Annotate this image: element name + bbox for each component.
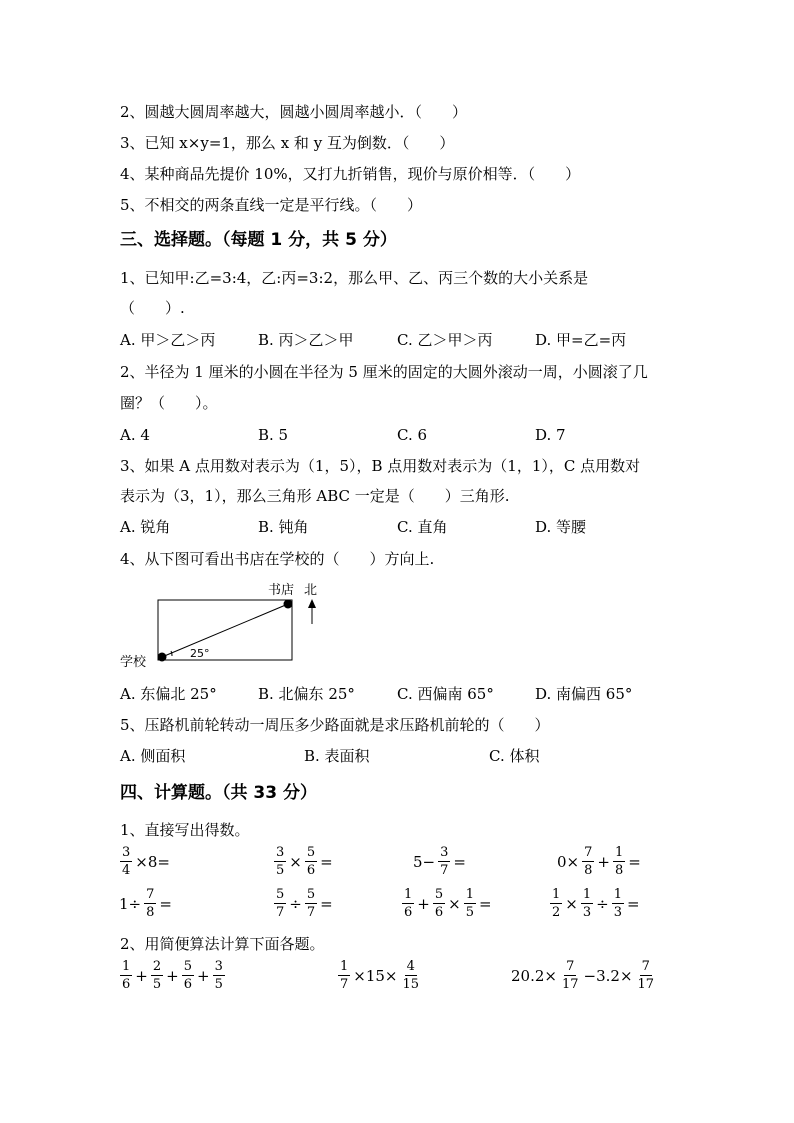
q4-option-d: D. 南偏西 65° <box>535 685 633 703</box>
q2-option-c: C. 6 <box>397 426 428 444</box>
q3-option-c: C. 直角 <box>397 518 448 536</box>
calc-1-3: 5− $\frac{3}{7}$ = <box>413 845 466 878</box>
calc-sub-1: 1、直接写出得数。 <box>120 821 250 839</box>
q2-option-d: D. 7 <box>535 426 566 444</box>
simple-calc-2: $\frac{1}{7}$ ×15× $\frac{4}{15}$ <box>340 959 420 992</box>
section-4-title: 四、计算题。（共 33 分） <box>120 783 317 803</box>
school-bookstore-line <box>162 604 288 657</box>
q5-option-c: C. 体积 <box>489 747 540 765</box>
bookstore-label: 书店 <box>268 583 295 598</box>
q5-option-a: A. 侧面积 <box>120 747 186 765</box>
north-label: 北 <box>304 583 318 598</box>
q5-text: 5、压路机前轮转动一周压多少路面就是求压路机前轮的（ ） <box>120 716 550 734</box>
calc-2-2: $\frac{5}{7}$ ÷ $\frac{5}{7}$ = <box>276 887 333 920</box>
bookstore-point <box>284 600 293 609</box>
q3-option-b: B. 钝角 <box>258 518 309 536</box>
q3-text-cont: 表示为（3，1），那么三角形 ABC 一定是（ ）三角形. <box>120 487 510 505</box>
judge-item-5: 5、不相交的两条直线一定是平行线。（ ） <box>120 196 423 214</box>
north-arrow-icon <box>308 599 316 608</box>
section-3-title: 三、选择题。（每题 1 分，共 5 分） <box>120 230 397 250</box>
calc-2-3: $\frac{1}{6}$ + $\frac{5}{6}$ × $\frac{1}{5}$ = <box>404 887 492 920</box>
q4-option-c: C. 西偏南 65° <box>397 685 494 703</box>
angle-label: 25° <box>190 647 210 660</box>
q3-text: 3、如果 A 点用数对表示为（1，5），B 点用数对表示为（1，1），C 点用数对 <box>120 457 641 475</box>
calc-1-4: 0× $\frac{7}{8}$ + $\frac{1}{8}$ = <box>557 845 641 878</box>
calc-sub-2: 2、用简便算法计算下面各题。 <box>120 935 325 953</box>
judge-item-3: 3、已知 x×y=1，那么 x 和 y 互为倒数．（ ） <box>120 134 455 152</box>
q4-option-a: A. 东偏北 25° <box>120 685 217 703</box>
judge-item-2: 2、圆越大圆周率越大，圆越小圆周率越小．（ ） <box>120 103 468 121</box>
school-label: 学校 <box>120 655 147 670</box>
q3-option-a: A. 锐角 <box>120 518 171 536</box>
q1-option-b: B. 丙＞乙＞甲 <box>258 331 354 349</box>
calc-2-1: 1÷ $\frac{7}{8}$ = <box>119 887 172 920</box>
simple-calc-3: 20.2× $\frac{7}{17}$ −3.2× $\frac{7}{17}$ <box>511 959 655 992</box>
q2-text: 2、半径为 1 厘米的小圆在半径为 5 厘米的固定的大圆外滚动一周，小圆滚了几 <box>120 363 648 381</box>
q4-text: 4、从下图可看出书店在学校的（ ）方向上. <box>120 550 435 568</box>
q1-text: 1、已知甲:乙=3:4，乙:丙=3:2，那么甲、乙、丙三个数的大小关系是 <box>120 269 589 287</box>
q2-option-b: B. 5 <box>258 426 289 444</box>
q2-text-cont: 圈？（ ）。 <box>120 394 218 412</box>
q1-option-c: C. 乙＞甲＞丙 <box>397 331 493 349</box>
q4-option-b: B. 北偏东 25° <box>258 685 355 703</box>
calc-1-1: $\frac{3}{4}$ ×8= <box>122 845 170 878</box>
q1-option-a: A. 甲＞乙＞丙 <box>120 331 216 349</box>
calc-1-2: $\frac{3}{5}$ × $\frac{5}{6}$ = <box>276 845 333 878</box>
school-point <box>158 653 167 662</box>
q3-option-d: D. 等腰 <box>535 518 587 536</box>
judge-item-4: 4、某种商品先提价 10%，又打九折销售，现价与原价相等．（ ） <box>120 165 581 183</box>
simple-calc-1: $\frac{1}{6}$ + $\frac{2}{5}$ + $\frac{5}{6}$ + $\frac{3}{5}$ <box>122 959 223 992</box>
q1-option-d: D. 甲=乙=丙 <box>535 331 627 349</box>
calc-2-4: $\frac{1}{2}$ × $\frac{1}{3}$ ÷ $\frac{1}{3}$ = <box>552 887 640 920</box>
q2-option-a: A. 4 <box>120 426 150 444</box>
q5-option-b: B. 表面积 <box>304 747 370 765</box>
q1-text-cont: （ ）. <box>120 299 185 317</box>
direction-figure <box>118 578 348 673</box>
